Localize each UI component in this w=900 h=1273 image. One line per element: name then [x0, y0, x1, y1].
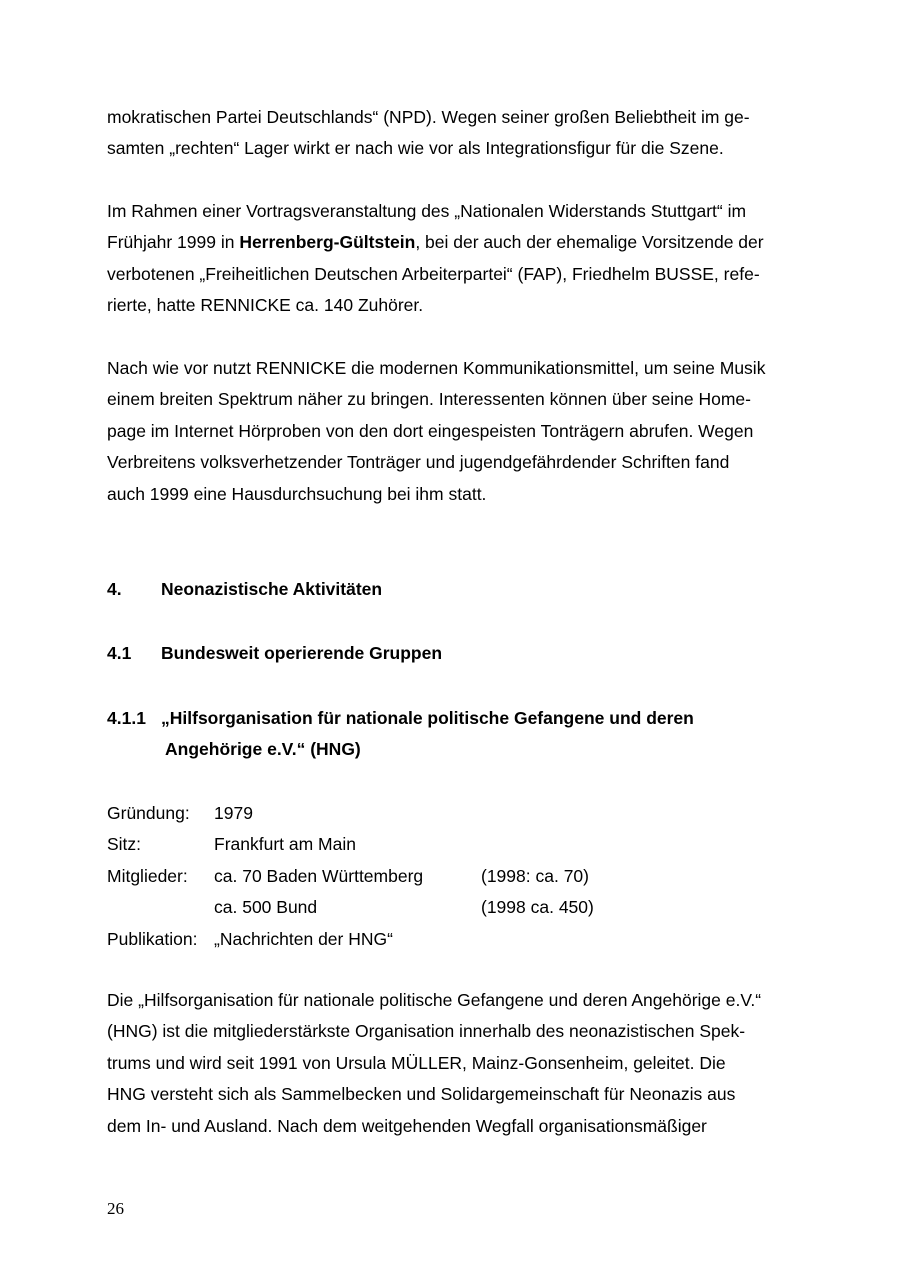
- text-line: Die „Hilfsorganisation für nationale politische Gefangene und deren Angehörige e.V.“: [107, 990, 762, 1010]
- fact-row-seat: [107, 829, 594, 860]
- text-line: HNG versteht sich als Sammelbecken und Solidargemeinschaft für Neonazis aus: [107, 1084, 736, 1105]
- text-line: einem breiten Spektrum näher zu bringen. Interessenten können über seine Home-: [107, 389, 751, 410]
- text-segment: , bei der auch der ehemalige Vorsitzende der: [415, 232, 764, 253]
- text-line: rierte, hatte RENNICKE ca. 140 Zuhörer.: [107, 295, 424, 316]
- section-heading-4: [107, 574, 382, 605]
- section-title: Bundesweit operierende Gruppen: [161, 643, 443, 663]
- fact-label: Publikation:: [107, 928, 198, 949]
- fact-row-members-federal: [107, 892, 594, 923]
- paragraph-communication: [107, 353, 797, 510]
- text-line: auch 1999 eine Hausdurchsuchung bei ihm statt.: [107, 483, 487, 504]
- text-line: verbotenen „Freiheitlichen Deutschen Arbeiterpartei“ (FAP), Friedhelm BUSSE, refe-: [107, 263, 760, 284]
- paragraph-lecture-event: [107, 196, 797, 322]
- organization-facts: [107, 798, 594, 955]
- text-line: dem In- und Ausland. Nach dem weitgehenden Wegfall organisationsmäßiger: [107, 1115, 707, 1136]
- fact-value: ca. 70 Baden Württemberg: [214, 865, 424, 886]
- paragraph-npd: [107, 102, 797, 165]
- section-title: Neonazistische Aktivitäten: [161, 579, 383, 599]
- fact-value: Frankfurt am Main: [214, 834, 356, 855]
- section-number: 4.: [107, 579, 122, 599]
- text-line: Nach wie vor nutzt RENNICKE die modernen Kommunikationsmittel, um seine Musik: [107, 358, 766, 378]
- fact-row-publication: [107, 924, 594, 955]
- page-number: 26: [107, 1199, 124, 1218]
- text-line: Verbreitens volksverhetzender Tonträger und jugendgefährdender Schriften fand: [107, 452, 730, 473]
- text-line: mokratischen Partei Deutschlands“ (NPD). Wegen seiner großen Beliebtheit im ge-: [107, 107, 750, 127]
- fact-label: Sitz:: [107, 834, 142, 855]
- text-line: [107, 227, 797, 258]
- text-line: trums und wird seit 1991 von Ursula MÜLLER, Mainz-Gonsenheim, geleitet. Die: [107, 1052, 726, 1073]
- fact-value: 1979: [214, 803, 253, 823]
- text-line: samten „rechten“ Lager wirkt er nach wie vor als Integrationsfigur für die Szene.: [107, 138, 724, 159]
- fact-label: Gründung:: [107, 803, 190, 823]
- section-number: 4.1: [107, 643, 132, 663]
- fact-note: (1998 ca. 450): [481, 897, 594, 918]
- location-bold: Herrenberg-Gültstein: [239, 232, 416, 253]
- text-line: Im Rahmen einer Vortragsveranstaltung des „Nationalen Widerstands Stuttgart“ im: [107, 201, 747, 221]
- section-title-continuation: Angehörige e.V.“ (HNG): [165, 739, 361, 760]
- text-segment: Frühjahr 1999 in: [107, 232, 240, 253]
- paragraph-hng: [107, 985, 797, 1142]
- section-heading-4-1: [107, 638, 442, 669]
- fact-row-members-bw: [107, 861, 594, 892]
- fact-note: (1998: ca. 70): [481, 865, 589, 886]
- fact-value: „Nachrichten der HNG“: [214, 928, 393, 949]
- fact-label: Mitglieder:: [107, 865, 188, 886]
- fact-row-founding: [107, 798, 594, 829]
- fact-value: ca. 500 Bund: [214, 897, 318, 918]
- section-number: 4.1.1: [107, 708, 146, 728]
- text-line: page im Internet Hörproben von den dort eingespeisten Tonträgern abrufen. Wegen: [107, 420, 754, 441]
- section-heading-4-1-1: [107, 703, 694, 766]
- section-title: „Hilfsorganisation für nationale politische Gefangene und deren: [161, 708, 694, 728]
- fact-label: [107, 892, 214, 923]
- text-line: (HNG) ist die mitgliederstärkste Organisation innerhalb des neonazistischen Spek-: [107, 1021, 746, 1042]
